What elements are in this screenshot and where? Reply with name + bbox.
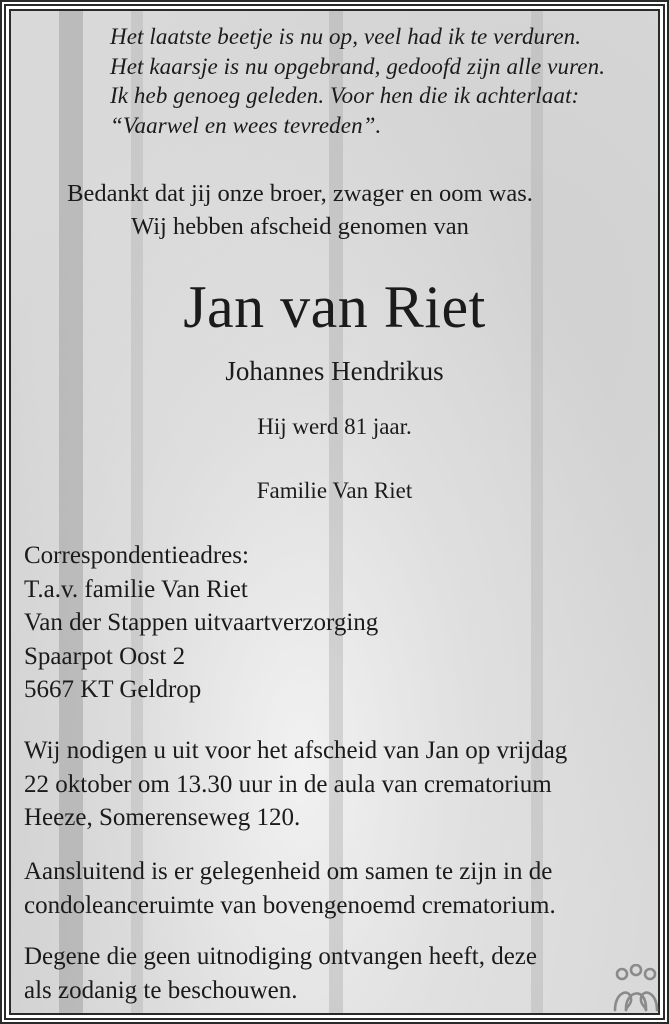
invitation-line: 22 oktober om 13.30 uur in de aula van crematorium xyxy=(24,770,552,798)
invitation-line: Wij nodigen u uit voor het afscheid van Jan op vrijdag xyxy=(24,737,568,764)
three-people-icon xyxy=(611,964,661,1012)
poem-line: Het kaarsje is nu opgebrand, gedoofd zijn alle vuren. xyxy=(110,53,606,79)
thanks-line: Wij hebben afscheid genomen van xyxy=(131,213,469,240)
condolence-line: Aansluitend is er gelegenheid om samen te zijn in de xyxy=(24,858,553,885)
address-label: Correspondentieadres: xyxy=(24,542,249,569)
family-signature: Familie Van Riet xyxy=(256,478,413,503)
ceremony-invitation xyxy=(24,734,567,835)
poem xyxy=(110,22,605,140)
given-names: Johannes Hendrikus xyxy=(225,356,444,386)
address-line: Van der Stappen uitvaartverzorging xyxy=(24,609,379,636)
poem-line: “Vaarwel en wees tevreden”. xyxy=(110,112,382,138)
note-line: als zodanig te beschouwen. xyxy=(24,976,298,1004)
poem-line: Het laatste beetje is nu op, veel had ik te verduren. xyxy=(110,24,582,49)
thanks-line: Bedankt dat jij onze broer, zwager en oom was. xyxy=(67,180,533,207)
correspondence-address xyxy=(24,539,378,707)
age-text: Hij werd 81 jaar. xyxy=(257,414,412,439)
address-line: T.a.v. familie Van Riet xyxy=(24,575,248,603)
invitation-line: Heeze, Somerenseweg 120. xyxy=(24,804,301,831)
note-line: Degene die geen uitnodiging ontvangen heeft, deze xyxy=(24,943,538,970)
condolence-info xyxy=(24,855,556,922)
deceased-name: Jan van Riet xyxy=(183,274,486,340)
address-line: 5667 KT Geldrop xyxy=(24,676,202,703)
invitation-note xyxy=(24,940,537,1007)
poem-line: Ik heb genoeg geleden. Voor hen die ik achterlaat: xyxy=(110,83,580,108)
thanks-text xyxy=(0,177,600,243)
condolence-line: condoleanceruimte van bovengenoemd crematorium. xyxy=(24,891,556,919)
address-line: Spaarpot Oost 2 xyxy=(24,642,186,670)
